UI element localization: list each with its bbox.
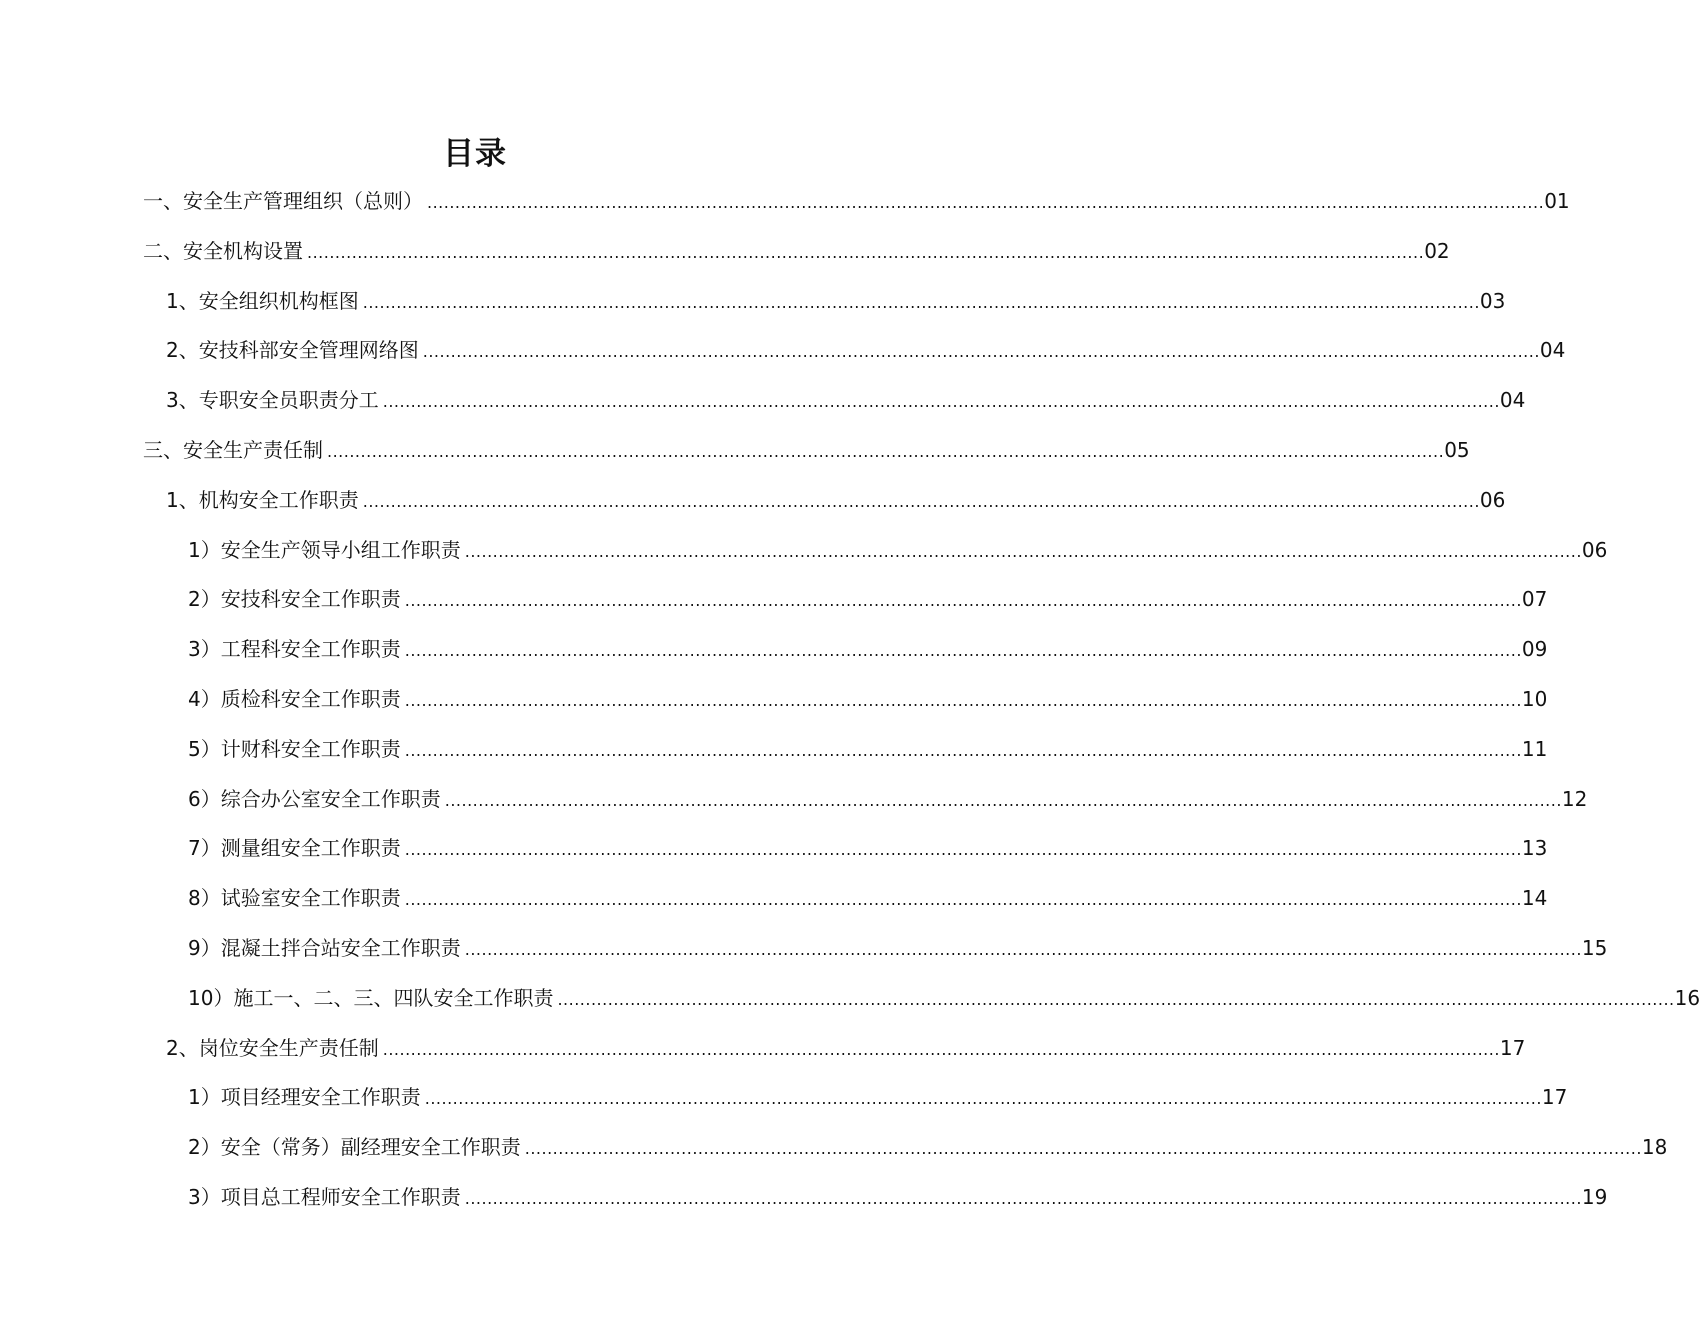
- toc-entry[interactable]: [166, 330, 1566, 370]
- toc-leader-dots: ........................................................................................................................................................................................................: [464, 541, 1582, 561]
- toc-entry[interactable]: [143, 181, 1570, 221]
- toc-page-number: 04: [1539, 338, 1566, 363]
- toc-entry-label: 10）施工一、二、三、四队安全工作职责: [188, 985, 554, 1010]
- toc-leader-dots: ........................................................................................................................................................................................................: [382, 1039, 1500, 1059]
- toc-entry-label: 9）混凝土拌合站安全工作职责: [188, 936, 461, 960]
- toc-entry-label: 6）综合办公室安全工作职责: [188, 786, 441, 811]
- toc-entry[interactable]: [143, 430, 1470, 470]
- toc-leader-dots: ........................................................................................................................................................................................................: [424, 1089, 1542, 1109]
- toc-entry[interactable]: [188, 779, 1588, 819]
- toc-entry[interactable]: [188, 1077, 1568, 1117]
- toc-leader-dots: ........................................................................................................................................................................................................: [557, 989, 1675, 1009]
- toc-entry[interactable]: [188, 878, 1548, 918]
- toc-leader-dots: ........................................................................................................................................................................................................: [464, 1189, 1582, 1208]
- toc-entry[interactable]: [166, 1028, 1526, 1068]
- toc-entry[interactable]: [188, 1127, 1668, 1167]
- toc-entry-label: 4）质检科安全工作职责: [188, 687, 401, 711]
- toc-page-number: 06: [1479, 487, 1506, 512]
- toc-entry-label: 8）试验室安全工作职责: [188, 886, 401, 911]
- toc-entry-label: 1）项目经理安全工作职责: [188, 1085, 421, 1110]
- toc-page-number: 11: [1521, 736, 1548, 761]
- toc-page-number: 17: [1499, 1035, 1526, 1060]
- toc-leader-dots: ........................................................................................................................................................................................................: [444, 790, 1562, 810]
- toc-entry[interactable]: [188, 978, 1700, 1018]
- toc-entry[interactable]: [166, 281, 1506, 321]
- toc-leader-dots: ........................................................................................................................................................................................................: [404, 890, 1522, 910]
- toc-leader-dots: ........................................................................................................................................................................................................: [327, 442, 1445, 461]
- toc-entry-label: 3）工程科安全工作职责: [188, 637, 401, 662]
- toc-page-number: 05: [1444, 438, 1470, 462]
- toc-entry-label: 3、专职安全员职责分工: [166, 388, 379, 413]
- toc-leader-dots: ........................................................................................................................................................................................................: [427, 193, 1545, 212]
- toc-entry-label: 1、机构安全工作职责: [166, 487, 359, 512]
- toc-entry[interactable]: [188, 579, 1548, 619]
- toc-page-number: 04: [1499, 388, 1526, 413]
- toc-leader-dots: ........................................................................................................................................................................................................: [404, 641, 1522, 661]
- toc-page-number: 09: [1521, 637, 1548, 662]
- toc-leader-dots: ........................................................................................................................................................................................................: [404, 591, 1522, 611]
- toc-entry[interactable]: [166, 380, 1526, 420]
- toc-page-number: 16: [1674, 985, 1700, 1010]
- toc-page-number: 18: [1641, 1135, 1668, 1160]
- toc-leader-dots: ........................................................................................................................................................................................................: [362, 292, 1480, 312]
- toc-entry-label: 7）测量组安全工作职责: [188, 836, 401, 861]
- toc-leader-dots: ........................................................................................................................................................................................................: [524, 1139, 1642, 1159]
- toc-entry-label: 2）安全（常务）副经理安全工作职责: [188, 1135, 521, 1160]
- toc-page-number: 12: [1561, 786, 1588, 811]
- toc-page-number: 13: [1521, 836, 1548, 861]
- toc-entry-label: 5）计财科安全工作职责: [188, 736, 401, 761]
- toc-page-number: 02: [1424, 238, 1450, 263]
- toc-page-number: 17: [1541, 1085, 1568, 1110]
- toc-page-number: 01: [1544, 189, 1570, 213]
- toc-entry[interactable]: [166, 480, 1506, 520]
- toc-entry[interactable]: [188, 629, 1548, 669]
- toc-entry[interactable]: [188, 928, 1608, 968]
- toc-page-number: 15: [1581, 936, 1608, 960]
- toc-entry-label: 二、安全机构设置: [143, 238, 303, 263]
- toc-entry-label: 2、岗位安全生产责任制: [166, 1035, 379, 1060]
- toc-entry-label: 1、安全组织机构框图: [166, 288, 359, 313]
- toc-leader-dots: ........................................................................................................................................................................................................: [307, 242, 1425, 262]
- toc-page-number: 10: [1521, 687, 1548, 711]
- toc-leader-dots: ........................................................................................................................................................................................................: [404, 691, 1522, 710]
- toc-entry-label: 2）安技科安全工作职责: [188, 587, 401, 612]
- toc-entry[interactable]: [188, 679, 1548, 719]
- toc-entry-label: 三、安全生产责任制: [143, 438, 323, 462]
- toc-leader-dots: ........................................................................................................................................................................................................: [404, 740, 1522, 760]
- toc-leader-dots: ........................................................................................................................................................................................................: [464, 940, 1582, 959]
- toc-entry[interactable]: [188, 530, 1608, 570]
- toc-entry[interactable]: [188, 1177, 1608, 1217]
- toc-entry-label: 2、安技科部安全管理网络图: [166, 338, 419, 363]
- toc-page-number: 07: [1521, 587, 1548, 612]
- toc-page-number: 14: [1521, 886, 1548, 911]
- toc-page-number: 06: [1581, 537, 1608, 562]
- toc-leader-dots: ........................................................................................................................................................................................................: [382, 392, 1500, 412]
- toc-leader-dots: ........................................................................................................................................................................................................: [422, 342, 1540, 362]
- toc-leader-dots: ........................................................................................................................................................................................................: [362, 491, 1480, 511]
- toc-entry-label: 一、安全生产管理组织（总则）: [143, 189, 423, 213]
- toc-leader-dots: ........................................................................................................................................................................................................: [404, 840, 1522, 860]
- toc-entry[interactable]: [143, 231, 1450, 271]
- toc-page-number: 19: [1581, 1185, 1608, 1209]
- toc-entry[interactable]: [188, 828, 1548, 868]
- toc-page-number: 03: [1479, 288, 1506, 313]
- toc-entry-label: 1）安全生产领导小组工作职责: [188, 537, 461, 562]
- toc-entry[interactable]: [188, 729, 1548, 769]
- page-title: 目录: [443, 136, 507, 172]
- toc-entry-label: 3）项目总工程师安全工作职责: [188, 1185, 461, 1209]
